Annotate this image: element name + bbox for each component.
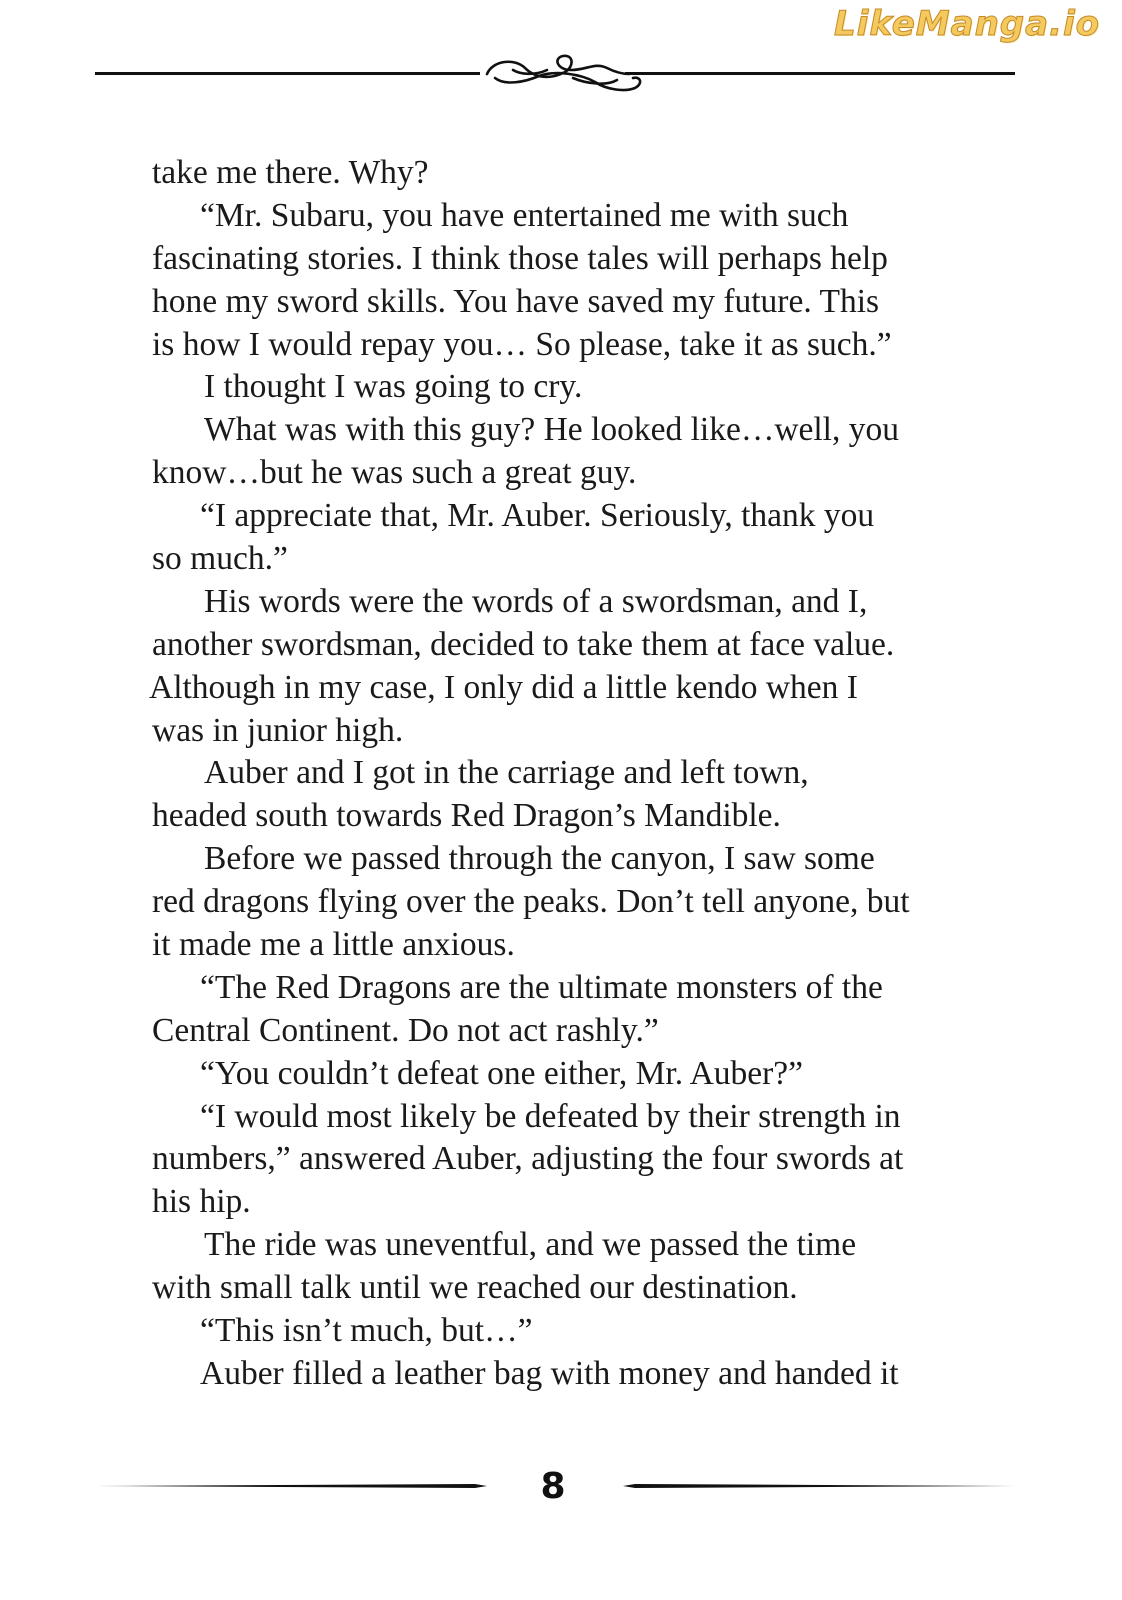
flourish-icon (487, 56, 640, 90)
text-line: numbers,” answered Auber, adjusting the four swords at (152, 1140, 904, 1178)
text-line: Auber and I got in the carriage and left town, (204, 754, 809, 792)
text-line: know…but he was such a great guy. (152, 454, 637, 492)
header-rule-left (95, 72, 480, 75)
text-line: with small talk until we reached our destination. (152, 1269, 798, 1307)
text-line: is how I would repay you… So please, take it as such.” (152, 325, 892, 363)
text-line: Before we passed through the canyon, I saw some (204, 840, 875, 878)
text-line: take me there. Why? (152, 154, 429, 191)
text-line: Auber filled a leather bag with money and handed it (200, 1354, 899, 1392)
text-line: was in junior high. (152, 711, 404, 749)
text-line: it made me a little anxious. (152, 926, 515, 964)
text-line: “Mr. Subaru, you have entertained me with such (200, 196, 849, 234)
body-text (149, 152, 992, 1396)
page-number: 8 (540, 1466, 566, 1507)
text-line: Central Continent. Do not act rashly.” (152, 1011, 659, 1049)
text-line: Although in my case, I only did a little kendo when I (149, 668, 858, 706)
footer-rule-right (623, 1484, 1015, 1488)
footer-rule-left (95, 1484, 487, 1488)
text-line: another swordsman, decided to take them at face value. (152, 625, 895, 663)
text-line: “I appreciate that, Mr. Auber. Seriously, thank you (200, 497, 875, 535)
text-line: “This isn’t much, but…” (200, 1312, 533, 1350)
header-ornament (95, 48, 1015, 104)
text-line: headed south towards Red Dragon’s Mandible. (152, 797, 781, 835)
text-line: What was with this guy? He looked like…well, you (204, 411, 899, 449)
text-line: hone my sword skills. You have saved my future. This (152, 282, 880, 320)
text-line: The ride was uneventful, and we passed the time (204, 1226, 857, 1264)
text-line: so much.” (152, 540, 288, 578)
text-line: his hip. (152, 1183, 251, 1221)
text-line: “I would most likely be defeated by their strength in (200, 1097, 901, 1135)
text-line: fascinating stories. I think those tales will perhaps help (152, 239, 888, 277)
header-rule-right (625, 72, 1015, 75)
text-line: “You couldn’t defeat one either, Mr. Auber?” (200, 1054, 804, 1092)
text-line: red dragons flying over the peaks. Don’t tell anyone, but (152, 883, 910, 921)
text-line: “The Red Dragons are the ultimate monsters of the (200, 968, 883, 1006)
text-line: His words were the words of a swordsman, and I, (204, 582, 868, 620)
site-watermark: LikeManga.io (834, 4, 1100, 44)
text-line: I thought I was going to cry. (204, 368, 583, 406)
